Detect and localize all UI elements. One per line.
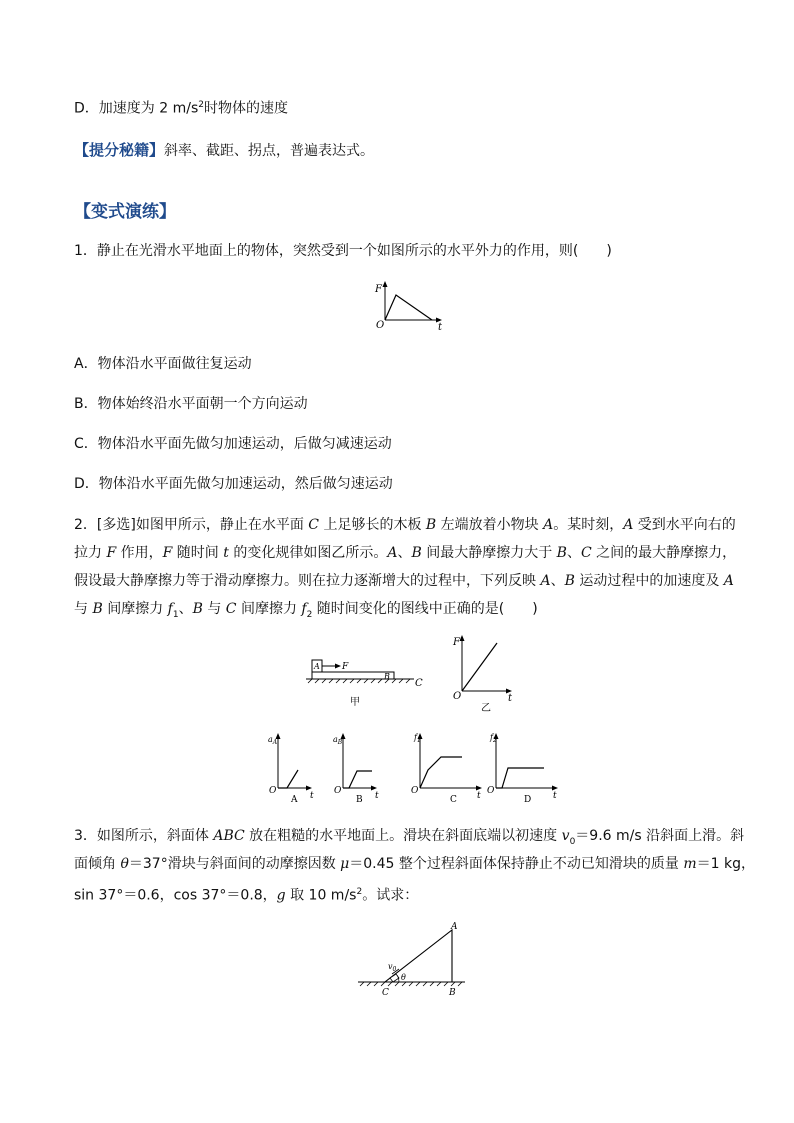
svg-text:A: A [314, 662, 320, 671]
svg-text:O: O [334, 786, 342, 796]
svg-text:F: F [342, 662, 349, 672]
q2-figure-jia [304, 655, 434, 711]
svg-text:O: O [269, 786, 277, 796]
svg-text:f2: $f_2$ [490, 733, 497, 744]
q1-option-b: B．物体始终沿水平面朝一个方向运动 [74, 396, 308, 412]
svg-text:aA: $a_A$ [268, 735, 278, 746]
svg-text:t: t [508, 693, 513, 704]
svg-text:B: B [384, 672, 390, 681]
q3-line-2: 面倾角 θ＝37°滑块与斜面间的动摩擦因数 μ＝0.45 整个过程斜面体保持静止不动已知滑块的质量 m＝1 kg， [74, 856, 755, 872]
q2-line-2: 拉力 F 作用，F 随时间 t 的变化规律如图乙所示。A、B 间最大静摩擦力大于 B、C 之间的最大静摩擦力， [74, 545, 737, 561]
q1-option-a: A．物体沿水平面做往复运动 [74, 356, 252, 372]
q1-text: 1．静止在光滑水平地面上的物体，突然受到一个如图所示的水平外力的作用，则( ) [74, 243, 612, 259]
q1-fig-y-label: F [375, 284, 382, 295]
graph-a-label: A [291, 795, 298, 805]
fig-jia-caption: 甲 [350, 697, 360, 708]
svg-text:t: t [477, 791, 481, 801]
q2-option-graph-d [482, 730, 562, 806]
q2-line-4: 与 B 间摩擦力 $f_1$、B 与 C 间摩擦力 $f_2$ 随时间变化的图线中正确的是( ) [74, 601, 538, 620]
q2-line-1: 2．[多选]如图甲所示，静止在水平面 C 上足够长的木板 B 左端放着小物块 A。某时刻，A 受到水平向右的 [74, 517, 736, 533]
tip-text: 斜率、截距、拐点，普遍表达式。 [164, 143, 375, 159]
svg-text:t: t [375, 791, 379, 801]
graph-d-label: D [524, 795, 532, 805]
svg-text:F: F [453, 637, 460, 648]
svg-text:θ: θ [401, 973, 406, 982]
svg-text:O: O [453, 691, 462, 702]
graph-c-label: C [450, 795, 457, 805]
q3-figure-incline [355, 918, 473, 1002]
q2-figure-yi [450, 633, 522, 715]
q1-figure [372, 280, 448, 332]
q1-fig-origin: O [376, 320, 385, 331]
svg-text:B: B [449, 988, 456, 998]
q1-option-c: C．物体沿水平面先做匀加速运动，后做匀减速运动 [74, 436, 392, 452]
svg-text:aB: $a_B$ [333, 735, 343, 746]
q2-option-graph-c [406, 730, 486, 806]
q2-option-graph-a [264, 730, 316, 806]
fig-yi-caption: 乙 [481, 703, 491, 714]
q1-fig-x-label: t [438, 322, 443, 332]
svg-text:f1: $f_1$ [414, 733, 421, 744]
svg-text:O: O [411, 786, 419, 796]
svg-text:v0: $v_0$ [388, 962, 397, 973]
svg-text:A: A [451, 922, 458, 932]
graph-b-label: B [356, 795, 363, 805]
q3-line-3: sin 37°＝0.6，cos 37°＝0.8，g 取 10 $m/s^2$。试求： [74, 887, 419, 904]
q3-line-1: 3．如图所示，斜面体 ABC 放在粗糙的水平地面上。滑块在斜面底端以初速度 $v_0=9.6$ m/s 沿斜面上滑。斜 [74, 828, 745, 847]
tip-line [74, 140, 374, 161]
q1-option-d: D．物体沿水平面先做匀加速运动，然后做匀速运动 [74, 476, 393, 492]
svg-text:O: O [487, 786, 495, 796]
option-d-top: D．加速度为 2 $m/s^2$时物体的速度 [74, 100, 288, 117]
q2-option-graph-b [329, 730, 381, 806]
svg-text:t: t [310, 791, 314, 801]
svg-text:t: t [553, 791, 557, 801]
svg-text:C: C [382, 988, 389, 998]
svg-text:C: C [415, 678, 423, 689]
q2-line-3: 假设最大静摩擦力等于滑动摩擦力。则在拉力逐渐增大的过程中，下列反映 A、B 运动过程中的加速度及 A [74, 573, 734, 589]
tip-title: 【提分秘籍】 [74, 141, 165, 159]
section-title: 【变式演练】 [74, 202, 176, 222]
